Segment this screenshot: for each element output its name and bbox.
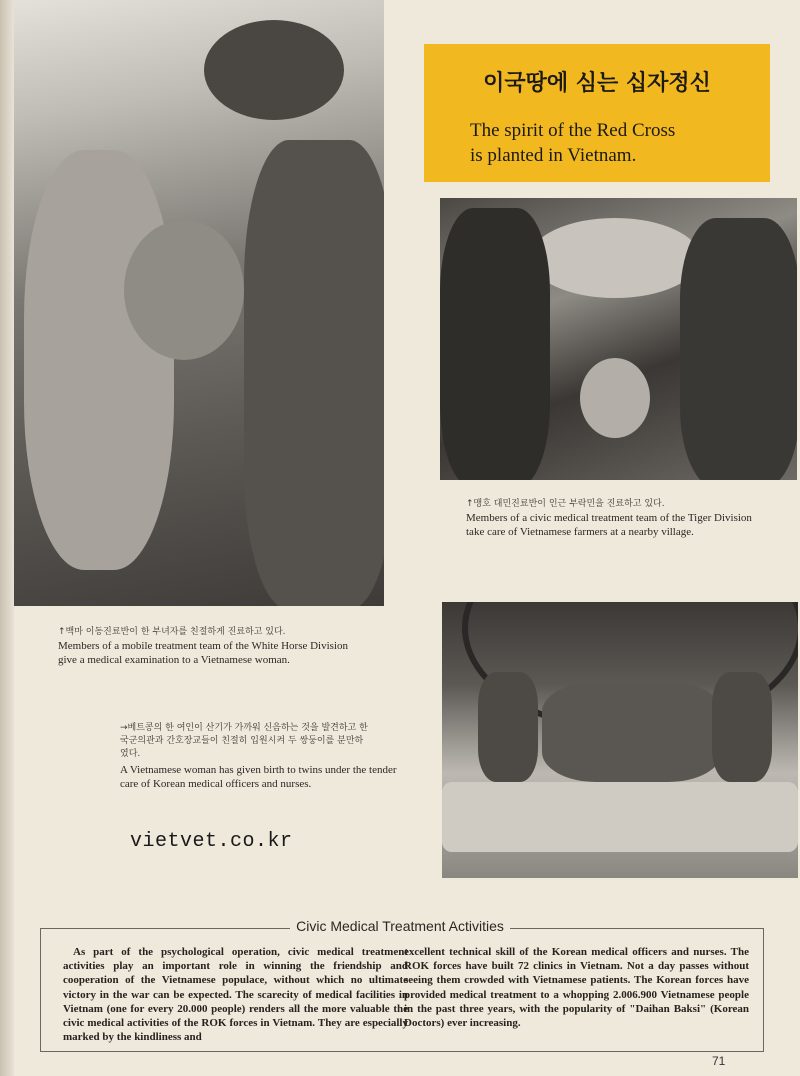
photo-figure-officer-left (478, 672, 538, 782)
caption-photo1-korean: ↑백마 이동진료반이 한 부녀자를 친절하게 진료하고 있다. (58, 627, 286, 637)
page-binding-edge (0, 0, 14, 1076)
article-right-column: excellent technical skill of the Korean medical officers and nurses. The ROK forces have built 72 clinics in Vietnam. Not a day passes without seeing them crowded with Vietnamese patients. The Korean forces have provided medical treatment to a whopping 2.006.900 Vietnamese people in the past three years, with the popularity of "Daihan Baksi" (Korean Doctors) ever increasing. (404, 946, 749, 1030)
caption-photo2-korean: ↑맹호 대민진료반이 인근 부락민을 진료하고 있다. (466, 499, 665, 509)
title-english-line2: is planted in Vietnam. (470, 145, 637, 166)
photo-figure-medic-left (440, 208, 550, 480)
caption-photo1 (58, 626, 388, 667)
photo-nurses-with-twins (442, 602, 798, 878)
title-english-line1: The spirit of the Red Cross (470, 120, 676, 141)
title-english (470, 118, 760, 168)
caption-photo2-english-line1: Members of a civic medical treatment team of the Tiger Division (466, 512, 752, 524)
caption-photo3-korean-line2: 국군의관과 간호장교들이 친절히 입원시켜 두 쌍둥이를 분만하 (120, 736, 364, 746)
title-korean: 이국땅에 심는 십자정신 (483, 71, 711, 96)
photo-soldier-treating-child (14, 0, 384, 606)
section-title-text: Civic Medical Treatment Activities (290, 918, 510, 934)
caption-photo1-english-line1: Members of a mobile treatment team of the White Horse Division (58, 640, 348, 652)
photo-figure-nurses (542, 682, 722, 782)
caption-photo1-english-line2: give a medical examination to a Vietnamese woman. (58, 654, 290, 666)
photo-figure-woman (24, 150, 174, 570)
photo-figure-child (124, 220, 244, 360)
caption-photo3-korean-line3: 였다. (120, 749, 141, 759)
photo-figure-medic-right (680, 218, 797, 480)
photo-hospital-bed (442, 782, 798, 852)
page-number: 71 (712, 1054, 726, 1068)
section-title (0, 918, 800, 934)
caption-photo3-korean-line1: →베트콩의 한 여인이 산기가 가까워 신음하는 것을 발견하고 한 (120, 723, 368, 733)
photo-figure-officer-right (712, 672, 772, 782)
photo-tiger-division-team (440, 198, 797, 480)
photo-figure-soldier (244, 140, 384, 606)
photo-figure-baby (580, 358, 650, 438)
caption-photo2 (466, 498, 786, 539)
photo-conical-hats (530, 218, 700, 298)
title-box (424, 44, 770, 182)
caption-photo3 (120, 722, 420, 791)
caption-photo3-english-line2: care of Korean medical officers and nurses. (120, 778, 312, 790)
article-left-column: As part of the psychological operation, civic medical treatment activities play an important role in winning the friendship and cooperation of the Vietnamese populace, without which no ultimate victory in the war can be expected. The scarecity of medical facilities in Vietnam (one for every 20.000 people) renders all the more valuable the civic medical activities of the ROK forces in Vietnam. They are especially marked by the kindliness and (63, 946, 408, 1044)
photo-figure-helmet (204, 20, 344, 120)
caption-photo3-english-line1: A Vietnamese woman has given birth to twins under the tender (120, 764, 397, 776)
article-box (40, 928, 764, 1052)
watermark-text: vietvet.co.kr (130, 830, 293, 853)
caption-photo2-english-line2: take care of Vietnamese farmers at a nearby village. (466, 526, 694, 538)
